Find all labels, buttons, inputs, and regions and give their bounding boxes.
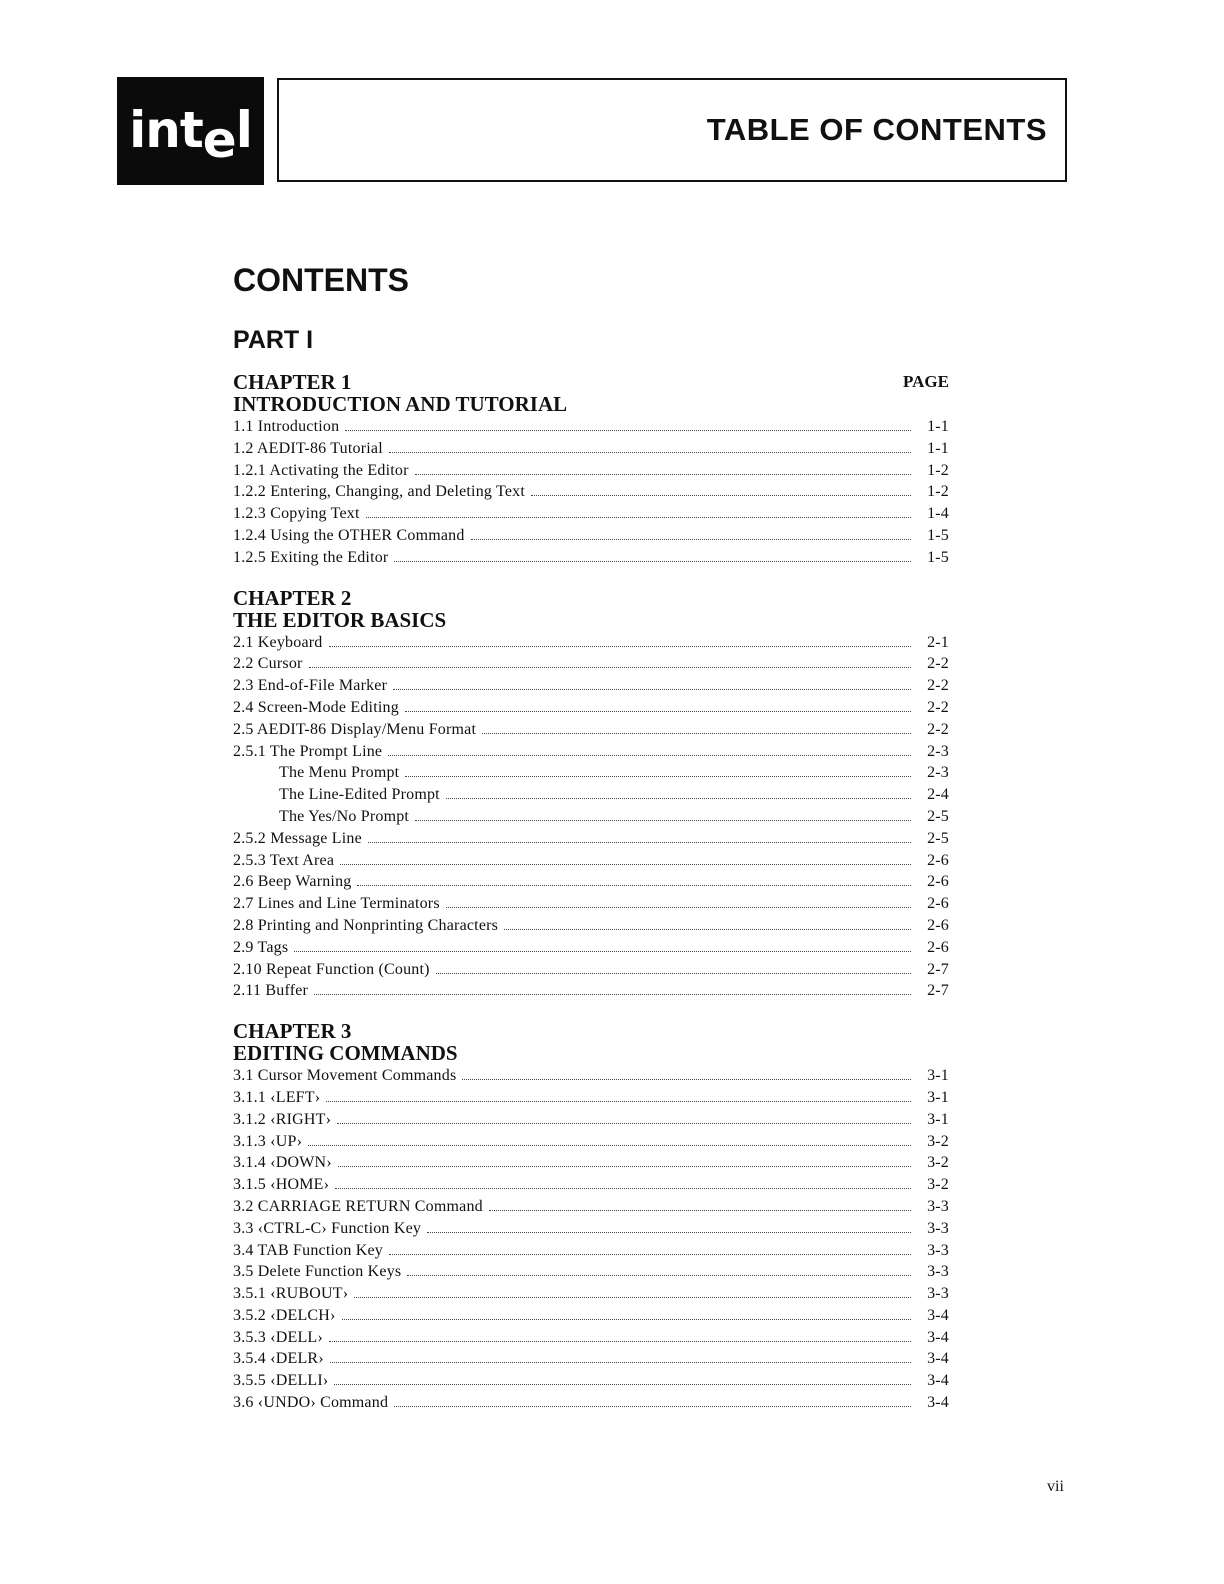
toc-entry bbox=[233, 1152, 949, 1174]
dot-leader bbox=[329, 1341, 911, 1342]
toc-entry bbox=[233, 893, 949, 915]
toc-entry bbox=[233, 1218, 949, 1240]
toc-entry-page: 2-7 bbox=[927, 982, 949, 1000]
dot-leader bbox=[415, 820, 911, 821]
header-title-box bbox=[277, 78, 1067, 182]
toc-entry bbox=[233, 1348, 949, 1370]
toc-entry bbox=[233, 1305, 949, 1327]
toc-entry-label: 1.2.5 Exiting the Editor bbox=[233, 548, 389, 566]
dot-leader bbox=[446, 798, 911, 799]
dot-leader bbox=[405, 776, 911, 777]
toc-entry-page: 3-4 bbox=[927, 1306, 949, 1324]
toc-entry bbox=[233, 784, 949, 806]
toc-entry-label: 2.9 Tags bbox=[233, 938, 289, 956]
dot-leader bbox=[294, 951, 911, 952]
toc-entry bbox=[233, 632, 949, 654]
dot-leader bbox=[368, 842, 911, 843]
toc-entry-label: 2.3 End-of-File Marker bbox=[233, 677, 388, 695]
toc-entry-page: 3-3 bbox=[927, 1219, 949, 1237]
toc-entry-label: 1.2.4 Using the OTHER Command bbox=[233, 526, 465, 544]
toc-entry bbox=[233, 481, 949, 503]
dot-leader bbox=[531, 495, 911, 496]
dot-leader bbox=[394, 1406, 911, 1407]
toc-entry bbox=[233, 937, 949, 959]
toc-entry-label: 3.1.1 ‹LEFT› bbox=[233, 1088, 321, 1106]
toc-entry-page: 2-2 bbox=[927, 698, 949, 716]
toc-entry-label: 3.5.2 ‹DELCH› bbox=[233, 1306, 336, 1324]
toc-entry bbox=[233, 719, 949, 741]
dot-leader bbox=[393, 689, 911, 690]
toc-entry-page: 3-4 bbox=[927, 1350, 949, 1368]
dot-leader bbox=[427, 1232, 911, 1233]
toc-entry-page: 2-4 bbox=[927, 786, 949, 804]
toc-entry-label: 1.1 Introduction bbox=[233, 418, 340, 435]
chapter-section bbox=[233, 371, 949, 569]
toc-entry-label: The Line-Edited Prompt bbox=[279, 786, 440, 804]
toc-entry bbox=[233, 525, 949, 547]
toc-entry-page: 1-2 bbox=[927, 461, 949, 479]
toc-entry-page: 1-5 bbox=[927, 526, 949, 544]
toc-entry-label: 3.5.1 ‹RUBOUT› bbox=[233, 1285, 349, 1303]
toc-entry-page: 1-5 bbox=[927, 548, 949, 566]
toc-entry-page: 2-2 bbox=[927, 677, 949, 695]
toc-entry-label: 3.3 ‹CTRL-C› Function Key bbox=[233, 1219, 422, 1237]
toc-entry bbox=[233, 1283, 949, 1305]
dot-leader bbox=[326, 1101, 911, 1102]
chapter-number: CHAPTER 3 bbox=[233, 1019, 352, 1044]
toc-entry bbox=[233, 1196, 949, 1218]
toc-entry-page: 2-7 bbox=[927, 960, 949, 978]
dot-leader bbox=[389, 1254, 911, 1255]
toc-entry-page: 2-2 bbox=[927, 655, 949, 673]
toc-entry-page: 2-6 bbox=[927, 873, 949, 891]
toc-entry bbox=[233, 416, 949, 438]
toc-entry-page: 2-2 bbox=[927, 720, 949, 738]
intel-logo bbox=[117, 77, 264, 185]
toc-entry bbox=[233, 697, 949, 719]
toc-entry bbox=[233, 1240, 949, 1262]
toc-entry bbox=[233, 850, 949, 872]
chapter-number: CHAPTER 2 bbox=[233, 585, 352, 610]
dot-leader bbox=[354, 1297, 911, 1298]
page-number: vii bbox=[1047, 1478, 1064, 1495]
toc-entry-list bbox=[233, 632, 949, 1003]
toc-entry bbox=[233, 1065, 949, 1087]
toc-entry-label: 2.5.1 The Prompt Line bbox=[233, 742, 383, 760]
toc-entry bbox=[233, 460, 949, 482]
dot-leader bbox=[471, 539, 911, 540]
toc-entry-label: 3.1.4 ‹DOWN› bbox=[233, 1154, 332, 1172]
toc-entry-page: 2-3 bbox=[927, 764, 949, 782]
dot-leader bbox=[388, 755, 911, 756]
toc-entry-label: 2.8 Printing and Nonprinting Characters bbox=[233, 916, 499, 934]
toc-entry-label: 3.5 Delete Function Keys bbox=[233, 1263, 402, 1281]
toc-entry-page: 3-4 bbox=[927, 1372, 949, 1390]
dot-leader bbox=[489, 1210, 911, 1211]
header-title: TABLE OF CONTENTS bbox=[706, 112, 1047, 147]
toc-entry-page: 3-3 bbox=[927, 1285, 949, 1303]
chapter-list bbox=[233, 371, 949, 1414]
toc-entry-page: 3-3 bbox=[927, 1197, 949, 1215]
toc-entry-label: 2.5 AEDIT-86 Display/Menu Format bbox=[233, 720, 477, 738]
toc-entry bbox=[233, 741, 949, 763]
dot-leader bbox=[482, 733, 911, 734]
toc-entry-label: 3.1.2 ‹RIGHT› bbox=[233, 1110, 332, 1128]
dot-leader bbox=[335, 1188, 911, 1189]
toc-entry-label: 3.4 TAB Function Key bbox=[233, 1241, 383, 1259]
toc-entry-page: 2-5 bbox=[927, 807, 949, 825]
toc-entry bbox=[233, 1392, 949, 1414]
page-column-header: PAGE bbox=[903, 372, 949, 391]
dot-leader bbox=[309, 667, 911, 668]
toc-entry bbox=[233, 438, 949, 460]
toc-entry-page: 2-6 bbox=[927, 916, 949, 934]
contents-title: CONTENTS bbox=[233, 262, 409, 298]
toc-entry-label: 2.5.2 Message Line bbox=[233, 829, 362, 847]
toc-entry bbox=[233, 1174, 949, 1196]
dot-leader bbox=[446, 907, 911, 908]
dot-leader bbox=[389, 452, 911, 453]
toc-entry bbox=[233, 828, 949, 850]
toc-entry-label: 2.1 Keyboard bbox=[233, 633, 323, 651]
toc-entry-page: 2-6 bbox=[927, 938, 949, 956]
toc-entry-page: 2-6 bbox=[927, 851, 949, 869]
toc-entry-label: 2.5.3 Text Area bbox=[233, 851, 335, 869]
toc-entry bbox=[233, 959, 949, 981]
toc-entry-list bbox=[233, 1065, 949, 1414]
toc-entry-list bbox=[233, 416, 949, 569]
toc-entry bbox=[233, 1327, 949, 1349]
toc-entry-page: 2-3 bbox=[927, 742, 949, 760]
dot-leader bbox=[436, 973, 911, 974]
toc-entry-page: 3-1 bbox=[927, 1088, 949, 1106]
toc-entry-label: 3.1.5 ‹HOME› bbox=[233, 1176, 330, 1194]
toc-entry-label: 3.5.5 ‹DELLI› bbox=[233, 1372, 329, 1390]
dot-leader bbox=[357, 885, 911, 886]
dot-leader bbox=[342, 1319, 911, 1320]
toc-entry-label: 2.7 Lines and Line Terminators bbox=[233, 895, 440, 913]
dot-leader bbox=[394, 561, 911, 562]
toc-content bbox=[233, 258, 949, 1414]
toc-entry bbox=[233, 871, 949, 893]
toc-entry-page: 1-2 bbox=[927, 483, 949, 501]
toc-entry-label: 3.6 ‹UNDO› Command bbox=[233, 1394, 389, 1412]
dot-leader bbox=[504, 929, 911, 930]
toc-entry-label: 2.2 Cursor bbox=[233, 655, 303, 673]
toc-entry-page: 3-1 bbox=[927, 1110, 949, 1128]
chapter-name: INTRODUCTION AND TUTORIAL bbox=[233, 392, 568, 416]
toc-entry-page: 3-1 bbox=[927, 1067, 949, 1085]
toc-entry-label: 2.6 Beep Warning bbox=[233, 873, 352, 891]
toc-entry bbox=[233, 915, 949, 937]
toc-entry-label: 3.1 Cursor Movement Commands bbox=[233, 1067, 457, 1085]
toc-entry-label: 1.2.2 Entering, Changing, and Deleting Text bbox=[233, 483, 526, 501]
chapter-number: CHAPTER 1 bbox=[233, 370, 352, 394]
toc-entry bbox=[233, 1261, 949, 1283]
toc-entry bbox=[233, 806, 949, 828]
toc-entry-label: 2.10 Repeat Function (Count) bbox=[233, 960, 430, 978]
toc-entry-page: 1-1 bbox=[927, 439, 949, 457]
toc-entry bbox=[233, 503, 949, 525]
dot-leader bbox=[330, 1362, 911, 1363]
toc-entry-page: 2-6 bbox=[927, 895, 949, 913]
toc-entry-page: 1-4 bbox=[927, 505, 949, 523]
chapter-section bbox=[233, 1020, 949, 1414]
toc-entry-label: 3.2 CARRIAGE RETURN Command bbox=[233, 1197, 483, 1215]
dot-leader bbox=[462, 1079, 911, 1080]
toc-entry-page: 2-1 bbox=[927, 633, 949, 651]
toc-entry-label: The Menu Prompt bbox=[279, 764, 400, 782]
toc-entry bbox=[233, 1109, 949, 1131]
dot-leader bbox=[415, 474, 911, 475]
toc-entry-label: 1.2.1 Activating the Editor bbox=[233, 461, 409, 479]
dot-leader bbox=[308, 1145, 911, 1146]
toc-entry-label: 3.1.3 ‹UP› bbox=[233, 1132, 303, 1150]
toc-entry-page: 3-2 bbox=[927, 1176, 949, 1194]
part-title: PART I bbox=[233, 326, 314, 354]
toc-entry bbox=[233, 547, 949, 569]
dot-leader bbox=[345, 430, 911, 431]
chapter-section bbox=[233, 587, 949, 1003]
toc-entry-page: 3-3 bbox=[927, 1263, 949, 1281]
toc-entry bbox=[233, 675, 949, 697]
toc-entry bbox=[233, 762, 949, 784]
toc-entry-page: 3-2 bbox=[927, 1154, 949, 1172]
toc-entry-page: 3-4 bbox=[927, 1394, 949, 1412]
dot-leader bbox=[314, 994, 911, 995]
toc-entry-label: 3.5.3 ‹DELL› bbox=[233, 1328, 323, 1346]
toc-entry-label: 1.2.3 Copying Text bbox=[233, 505, 360, 523]
toc-entry-label: 3.5.4 ‹DELR› bbox=[233, 1350, 324, 1368]
toc-entry-page: 3-2 bbox=[927, 1132, 949, 1150]
chapter-heading bbox=[233, 1020, 949, 1064]
dot-leader bbox=[329, 646, 912, 647]
toc-entry-label: 2.11 Buffer bbox=[233, 982, 309, 1000]
toc-entry bbox=[233, 1370, 949, 1392]
toc-entry-label: The Yes/No Prompt bbox=[279, 807, 410, 825]
toc-entry bbox=[233, 1087, 949, 1109]
chapter-name: THE EDITOR BASICS bbox=[233, 607, 447, 632]
toc-entry-page: 1-1 bbox=[927, 418, 949, 435]
dot-leader bbox=[366, 517, 911, 518]
chapter-heading bbox=[233, 587, 949, 631]
logo-wordmark: intel bbox=[129, 101, 252, 169]
chapter-name: EDITING COMMANDS bbox=[233, 1041, 458, 1066]
dot-leader bbox=[407, 1275, 911, 1276]
toc-entry bbox=[233, 1131, 949, 1153]
toc-entry-page: 3-3 bbox=[927, 1241, 949, 1259]
chapter-heading bbox=[233, 371, 949, 415]
toc-entry-label: 1.2 AEDIT-86 Tutorial bbox=[233, 439, 383, 457]
dot-leader bbox=[340, 864, 911, 865]
toc-entry-page: 2-5 bbox=[927, 829, 949, 847]
toc-entry-label: 2.4 Screen-Mode Editing bbox=[233, 698, 399, 716]
dot-leader bbox=[337, 1123, 911, 1124]
toc-entry bbox=[233, 653, 949, 675]
toc-entry-page: 3-4 bbox=[927, 1328, 949, 1346]
dot-leader bbox=[405, 711, 911, 712]
dot-leader bbox=[334, 1384, 911, 1385]
toc-entry bbox=[233, 980, 949, 1002]
dot-leader bbox=[338, 1166, 911, 1167]
